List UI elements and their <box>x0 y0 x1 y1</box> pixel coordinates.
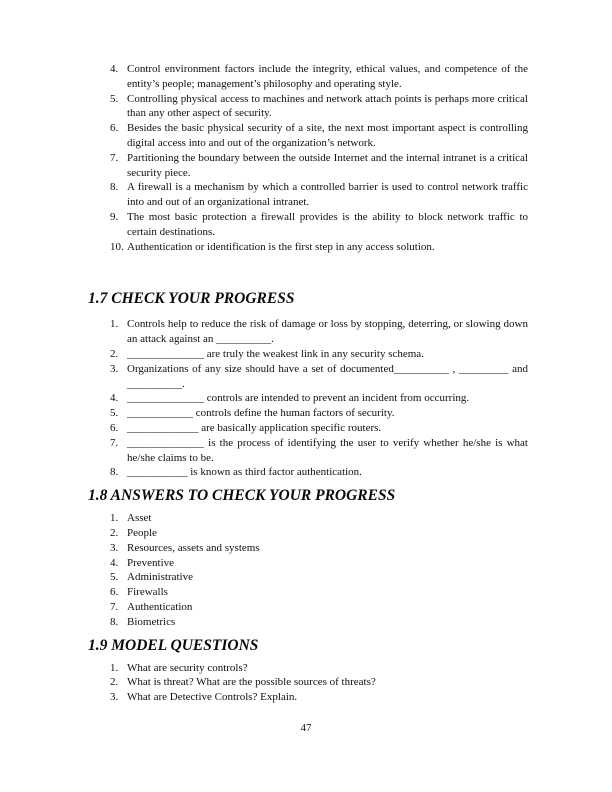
section-heading-model-questions: 1.9 MODEL QUESTIONS <box>88 636 259 654</box>
list-item-text: ___________ is known as third factor authentication. <box>127 466 362 479</box>
list-item-text: ______________ controls are intended to prevent an incident from occurring. <box>127 392 470 405</box>
check-your-progress-list <box>110 317 528 480</box>
list-item-number: 4. <box>110 63 119 75</box>
list-item-text: A firewall is a mechanism by which a controlled barrier is used to control network traffic into and out of an organizational intranet. <box>127 181 528 209</box>
list-item <box>110 362 528 392</box>
list-item-text: What are Detective Controls? Explain. <box>127 691 298 704</box>
list-item-text: What are security controls? <box>127 661 248 674</box>
list-item <box>110 556 528 571</box>
list-item <box>110 600 528 615</box>
list-item-text: Preventive <box>127 556 175 569</box>
list-item <box>110 526 528 541</box>
list-item-number: 7. <box>110 436 119 449</box>
list-item <box>110 675 528 690</box>
list-item-number: 5. <box>110 571 119 584</box>
list-item <box>110 406 528 421</box>
list-item <box>110 541 528 556</box>
list-item <box>110 92 528 122</box>
list-item <box>110 121 528 151</box>
list-item-number: 1. <box>110 318 119 331</box>
list-item-text: Controlling physical access to machines and network attach points is perhaps more critical than any other aspect of security. <box>127 92 528 120</box>
list-item-number: 7. <box>110 600 119 613</box>
list-item-number: 5. <box>110 92 119 105</box>
list-item-number: 6. <box>110 586 119 599</box>
list-item-text: ______________ is the process of identifying the user to verify whether he/she is what he/she claims to be. <box>127 436 528 464</box>
list-item <box>110 661 528 676</box>
list-item-number: 6. <box>110 421 119 434</box>
list-item-number: 5. <box>110 407 119 420</box>
list-item-number: 10. <box>110 240 124 253</box>
list-item <box>110 690 528 705</box>
list-item <box>110 317 528 347</box>
list-item-number: 6. <box>110 122 119 135</box>
list-item <box>110 511 528 526</box>
list-item-text: Authentication or identification is the first step in any access solution. <box>127 240 435 253</box>
list-item-number: 8. <box>110 615 119 628</box>
list-item-number: 3. <box>110 362 119 375</box>
list-item-text: People <box>127 526 157 539</box>
list-item-number: 2. <box>110 676 119 689</box>
list-item <box>110 436 528 466</box>
list-item <box>110 615 528 630</box>
list-item-number: 2. <box>110 526 119 539</box>
list-item-text: Controls help to reduce the risk of damage or loss by stopping, deterring, or slowing down an attack against an __________. <box>127 318 528 346</box>
list-item <box>110 210 528 240</box>
list-item <box>110 570 528 585</box>
list-item <box>110 240 528 255</box>
list-item-text: Administrative <box>127 571 193 584</box>
list-item-text: Organizations of any size should have a set of documented__________ , _________ and __________. <box>127 362 528 390</box>
list-item <box>110 421 528 436</box>
list-item-number: 1. <box>110 512 119 525</box>
model-questions-list <box>110 661 528 705</box>
page-number: 47 <box>300 722 312 734</box>
list-item-text: What is threat? What are the possible sources of threats? <box>127 676 376 689</box>
list-item-number: 4. <box>110 392 119 405</box>
list-item-text: Besides the basic physical security of a site, the next most important aspect is controlling digital access into and out of the organization’s network. <box>127 122 528 149</box>
list-item-number: 9. <box>110 210 119 223</box>
list-item-number: 3. <box>110 541 119 554</box>
section-heading-check-your-progress: 1.7 CHECK YOUR PROGRESS <box>88 290 295 308</box>
list-item-number: 2. <box>110 347 119 360</box>
list-item <box>110 585 528 600</box>
list-item-text: _____________ are basically application specific routers. <box>127 421 382 434</box>
list-item-number: 4. <box>110 556 119 569</box>
list-item-text: Asset <box>127 512 152 525</box>
list-item-number: 3. <box>110 691 119 704</box>
list-item-number: 7. <box>110 151 119 164</box>
list-item <box>110 391 528 406</box>
list-item <box>110 347 528 362</box>
list-item-text: ______________ are truly the weakest link in any security schema. <box>127 347 424 360</box>
list-item-text: Authentication <box>127 600 193 613</box>
list-item <box>110 151 528 181</box>
list-item <box>110 180 528 210</box>
list-item-text: The most basic protection a firewall provides is the ability to block network traffic to certain destinations. <box>127 210 528 238</box>
list-item-text: Resources, assets and systems <box>127 541 260 554</box>
list-item <box>110 62 528 92</box>
intro-list <box>110 62 528 254</box>
list-item <box>110 465 528 480</box>
list-item-text: Partitioning the boundary between the outside Internet and the internal intranet is a critical security piece. <box>127 151 528 179</box>
list-item-text: Firewalls <box>127 586 168 599</box>
list-item-text: Biometrics <box>127 615 176 628</box>
list-item-number: 1. <box>110 661 119 674</box>
list-item-text: ____________ controls define the human factors of security. <box>127 407 395 420</box>
section-heading-answers: 1.8 ANSWERS TO CHECK YOUR PROGRESS <box>88 487 396 505</box>
list-item-number: 8. <box>110 466 119 479</box>
answers-list <box>110 511 528 629</box>
list-item-text: Control environment factors include the integrity, ethical values, and competence of the entity’s people; management’s philosophy and operating style. <box>127 63 528 90</box>
list-item-number: 8. <box>110 181 119 194</box>
